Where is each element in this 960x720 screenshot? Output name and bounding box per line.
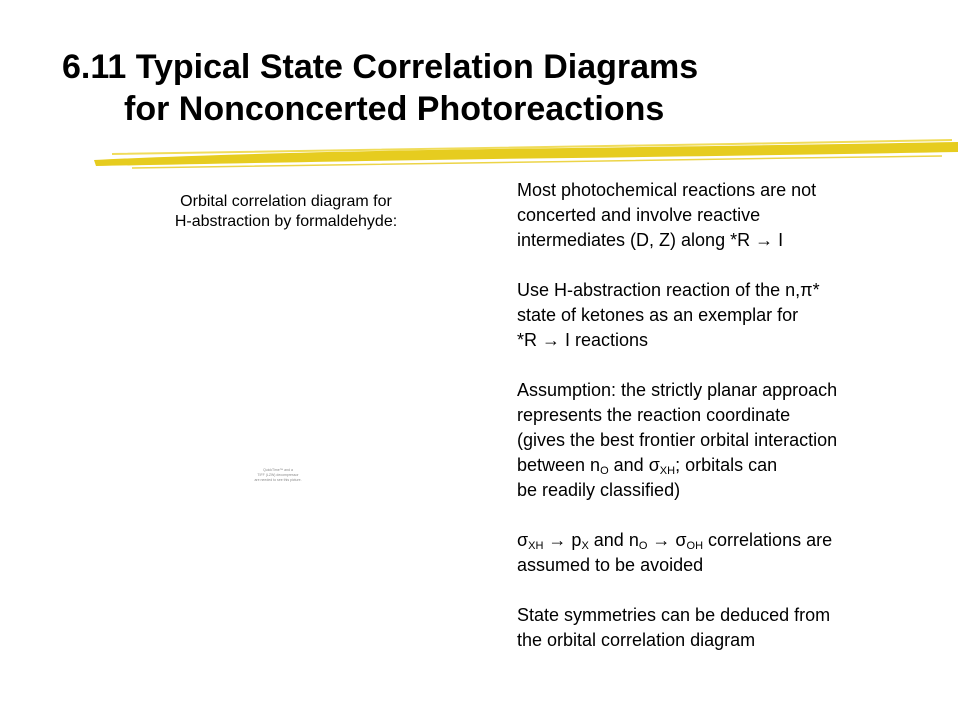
subscript: O — [638, 540, 648, 552]
text-line: be readily classified) — [517, 480, 681, 500]
text-fragment: I reactions — [560, 330, 649, 350]
subscript: OH — [686, 540, 704, 552]
placeholder-line-1: QuickTime™ and a — [263, 468, 293, 472]
paragraph-state-symmetries — [517, 603, 957, 653]
text-fragment: between n — [517, 455, 601, 475]
text-fragment: correlations are — [703, 530, 833, 550]
sigma-symbol: σ — [648, 455, 660, 475]
subscript: XH — [659, 465, 676, 477]
missing-image-placeholder — [246, 468, 310, 483]
text-fragment: * — [812, 280, 820, 300]
pi-symbol: π — [800, 280, 813, 300]
slide-title — [62, 46, 942, 130]
text-fragment: *R — [517, 330, 543, 350]
text-line: state of ketones as an exemplar for — [517, 305, 799, 325]
arrow-symbol: → — [755, 230, 774, 250]
text-fragment: p — [571, 530, 582, 550]
text-line: (gives the best frontier orbital interaction — [517, 430, 838, 450]
diagram-caption — [96, 192, 476, 232]
paragraph-assumption — [517, 378, 957, 503]
paragraph-h-abstraction — [517, 278, 957, 353]
caption-line-2: H-abstraction by formaldehyde: — [174, 213, 398, 230]
text-line: assumed to be avoided — [517, 555, 704, 575]
sigma-symbol: σ — [675, 530, 687, 550]
text-fragment: Use H-abstraction reaction of the n, — [517, 280, 801, 300]
text-line — [517, 453, 957, 478]
text-line: State symmetries can be deduced from — [517, 605, 831, 625]
text-fragment: ; orbitals can — [675, 455, 778, 475]
arrow-symbol: → — [542, 330, 561, 350]
title-line-1: 6.11 Typical State Correlation Diagrams — [62, 48, 699, 86]
paragraph-correlations — [517, 528, 957, 578]
text-line: concerted and involve reactive — [517, 205, 761, 225]
text-line: represents the reaction coordinate — [517, 405, 791, 425]
text-fragment: I — [773, 230, 784, 250]
text-line: Most photochemical reactions are not — [517, 180, 817, 200]
caption-line-1: Orbital correlation diagram for — [180, 193, 392, 210]
body-text — [517, 178, 957, 653]
text-fragment: intermediates (D, Z) along *R — [517, 230, 756, 250]
paragraph-concerted — [517, 178, 957, 253]
text-line — [517, 278, 957, 303]
arrow-symbol: → — [548, 530, 567, 550]
subscript: O — [600, 465, 609, 477]
sigma-symbol: σ — [517, 530, 529, 550]
subscript: XH — [528, 540, 544, 552]
text-line — [517, 328, 957, 353]
text-line: Assumption: the strictly planar approach — [517, 380, 838, 400]
text-line: the orbital correlation diagram — [517, 630, 756, 650]
text-fragment: and — [608, 455, 649, 475]
text-fragment: and n — [588, 530, 639, 550]
placeholder-line-2: TIFF (LZW) decompressor — [257, 473, 299, 477]
text-line — [517, 228, 957, 253]
placeholder-line-3: are needed to see this picture. — [254, 478, 302, 482]
highlighter-stroke — [92, 138, 960, 172]
subscript: X — [581, 540, 589, 552]
text-line — [517, 528, 957, 553]
arrow-symbol: → — [652, 530, 671, 550]
title-line-2: for Nonconcerted Photoreactions — [124, 90, 665, 128]
